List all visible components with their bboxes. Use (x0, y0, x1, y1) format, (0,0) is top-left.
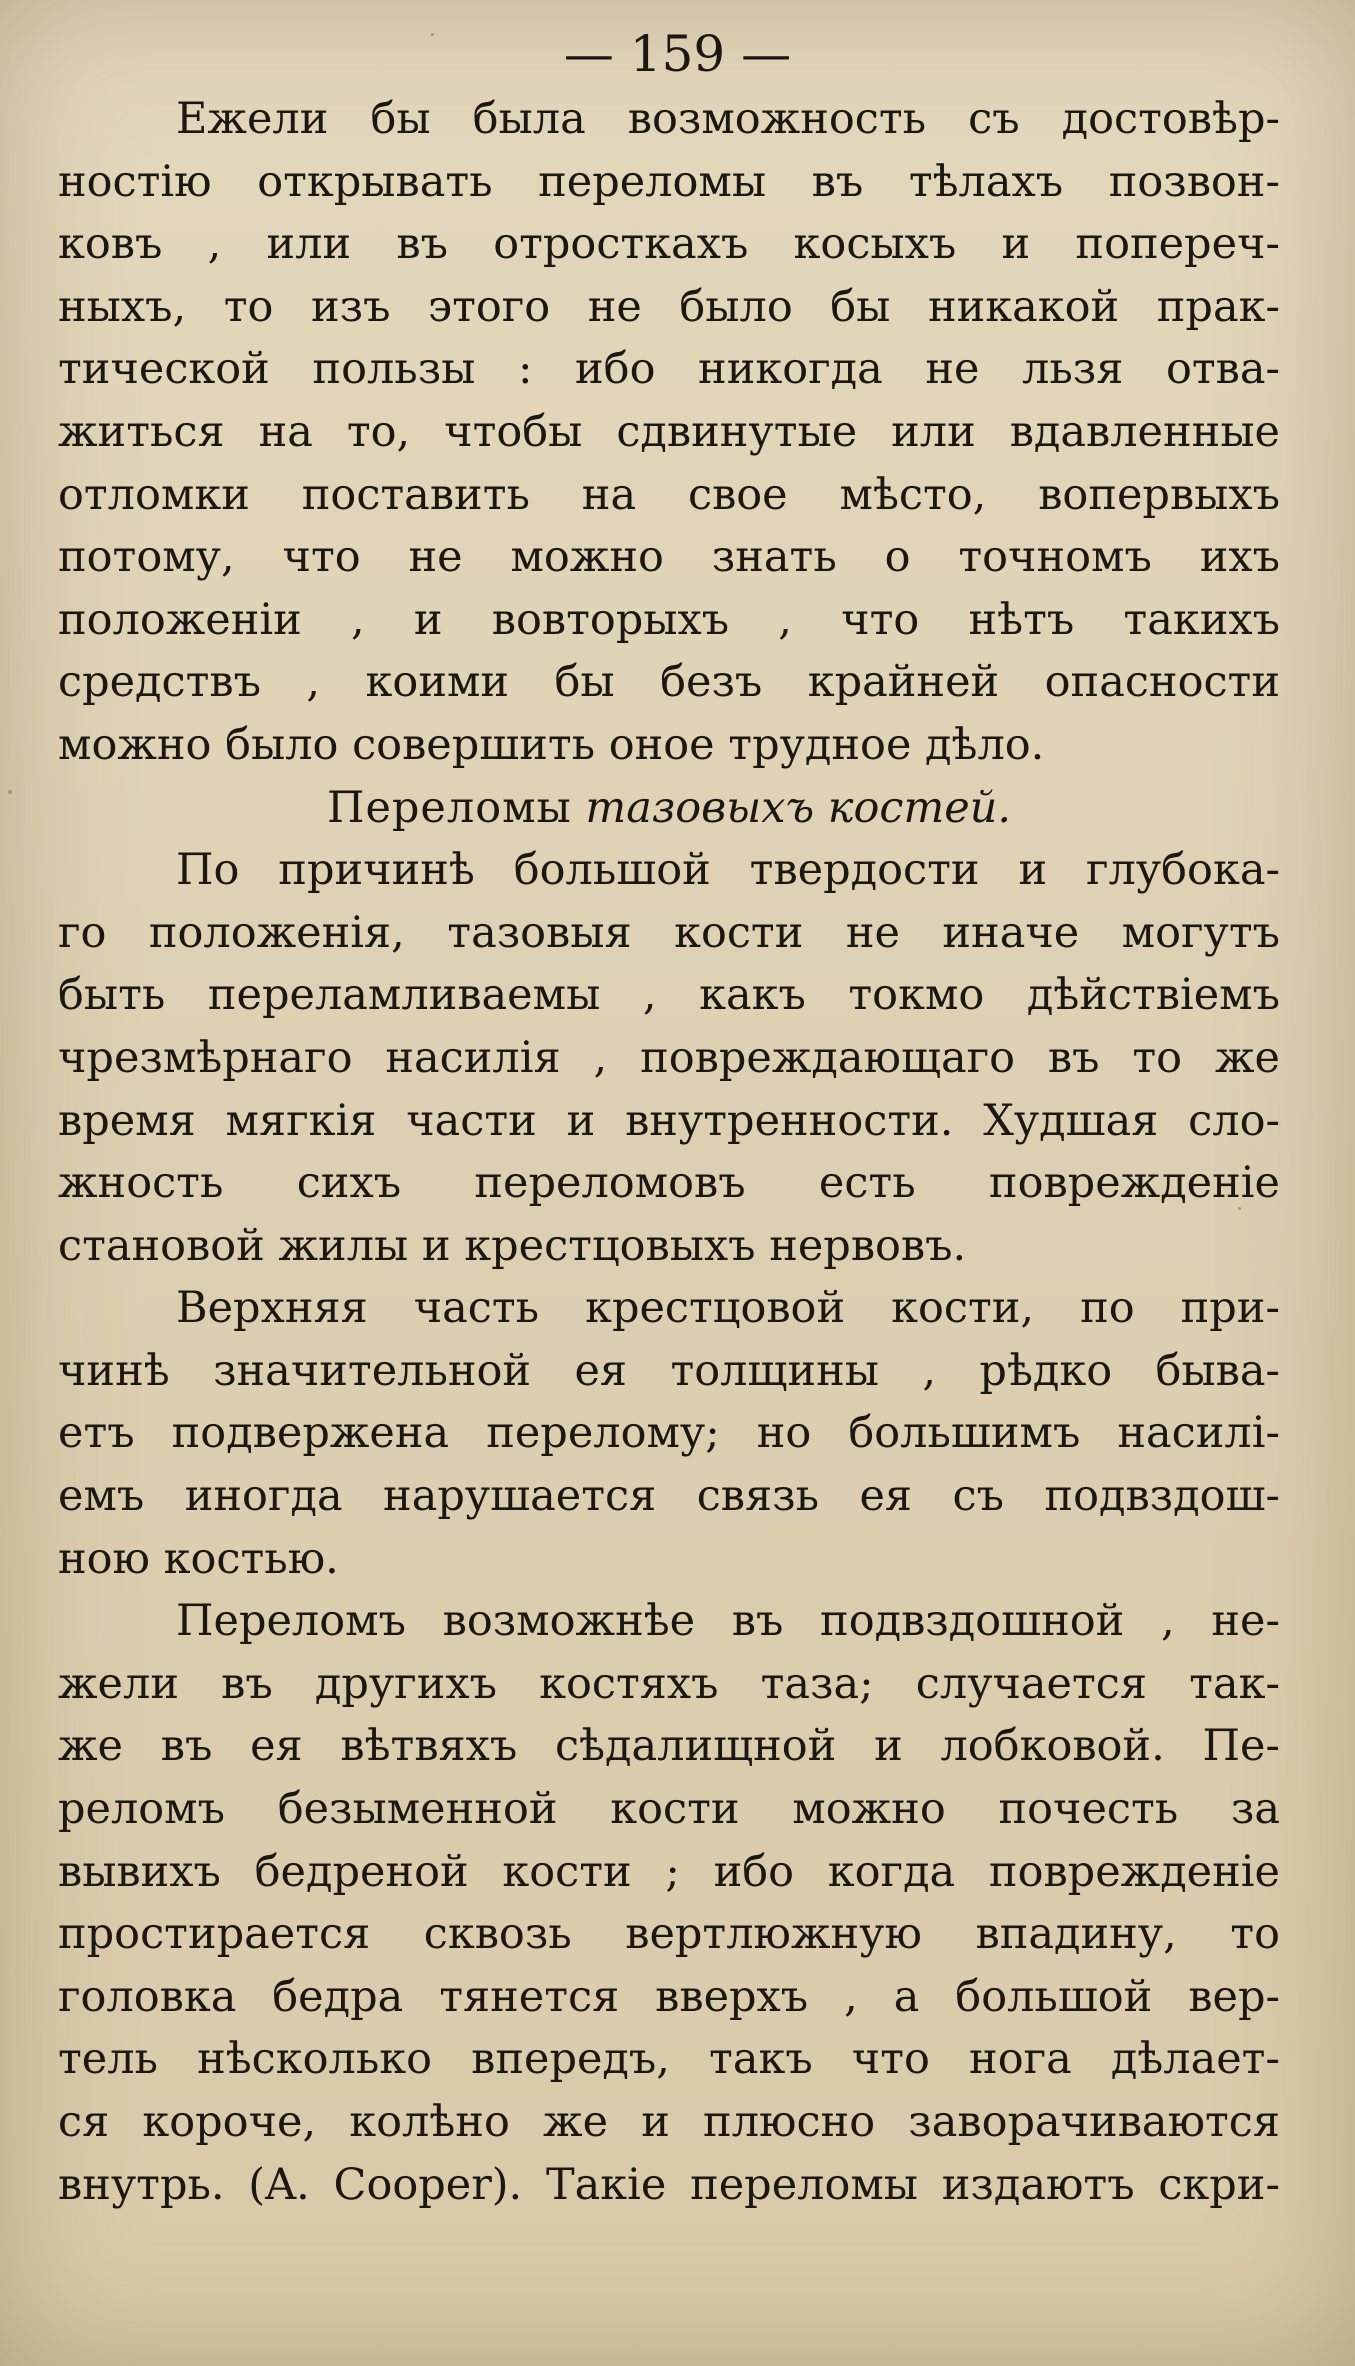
text-line: средствъ , коими бы безъ крайней опасности (58, 657, 1280, 708)
text-line: жели въ другихъ костяхъ таза; случается так- (58, 1658, 1280, 1709)
text-line: становой жилы и крестцовыхъ нервовъ. (58, 1220, 967, 1271)
text-line: время мягкія части и внутренности. Худшая сло- (58, 1095, 1280, 1146)
text-line: емъ иногда нарушается связь ея съ подвздош- (58, 1471, 1280, 1522)
text-line: го положенія, тазовыя кости не иначе могутъ (58, 907, 1280, 958)
text-line: отломки поставить на свое мѣсто, вопервыхъ (58, 469, 1280, 520)
text-line: реломъ безыменной кости можно почесть за (58, 1784, 1280, 1835)
text-line: ною костью. (58, 1533, 339, 1584)
text-line: жность сихъ переломовъ есть поврежденіе (58, 1158, 1280, 1209)
text-line: тель нѣсколько впередъ, такъ что нога дѣлает- (58, 2034, 1280, 2085)
text-line: головка бедра тянется вверхъ , а большой вер- (58, 1971, 1280, 2022)
text-line: простирается сквозь вертлюжную впадину, то (58, 1909, 1280, 1960)
text-line: чрезмѣрнаго насилія , повреждающаго въ то же (58, 1032, 1280, 1083)
text-line: Ежели бы была возможность съ достовѣр- (176, 94, 1280, 144)
text-line: етъ подвержена перелому; но большимъ насилі- (58, 1408, 1280, 1459)
text-line: можно было совершить оное трудное дѣло. (58, 719, 1045, 770)
text-line: положеніи , и вовторыхъ , что нѣтъ такихъ (58, 594, 1280, 645)
text-line: ковъ , или въ отросткахъ косыхъ и попереч- (58, 219, 1280, 270)
page-number: — 159 — (563, 25, 792, 83)
text-line: чинѣ значительной ея толщины , рѣдко быва- (58, 1345, 1280, 1396)
text-line: ся короче, колѣно же и плюсно заворачиваются (58, 2097, 1280, 2147)
text-line: житься на то, чтобы сдвинутые или вдавленные (58, 406, 1280, 457)
text-line: вывихъ бедреной кости ; ибо когда поврежденіе (58, 1846, 1280, 1897)
text-line: ностію открывать переломы въ тѣлахъ позвон- (58, 156, 1280, 207)
text-line: ныхъ, то изъ этого не было бы никакой прак- (58, 281, 1280, 332)
paper-speck (8, 790, 12, 794)
text-line: же въ ея вѣтвяхъ сѣдалищной и лобковой. Пе- (58, 1721, 1280, 1772)
section-heading-lead: Переломы (326, 782, 572, 833)
text-line: Переломъ возможнѣе въ подвздошной , не- (176, 1596, 1280, 1647)
section-heading-emphasis: тазовыхъ костей. (585, 782, 1012, 833)
text-line: потому, что не можно знать о точномъ ихъ (58, 532, 1280, 583)
text-line: внутрь. (A. Cooper). Такіе переломы издаютъ скри- (58, 2159, 1280, 2210)
page-body (58, 88, 1280, 2216)
section-heading (58, 777, 1280, 840)
text-line: Верхняя часть крестцовой кости, по при- (176, 1283, 1280, 1334)
text-line: тической пользы : ибо никогда не льзя отва- (58, 344, 1280, 395)
text-line: быть переламливаемы , какъ токмо дѣйствіемъ (58, 970, 1280, 1021)
text-line: По причинѣ большой твердости и глубока- (176, 845, 1280, 896)
